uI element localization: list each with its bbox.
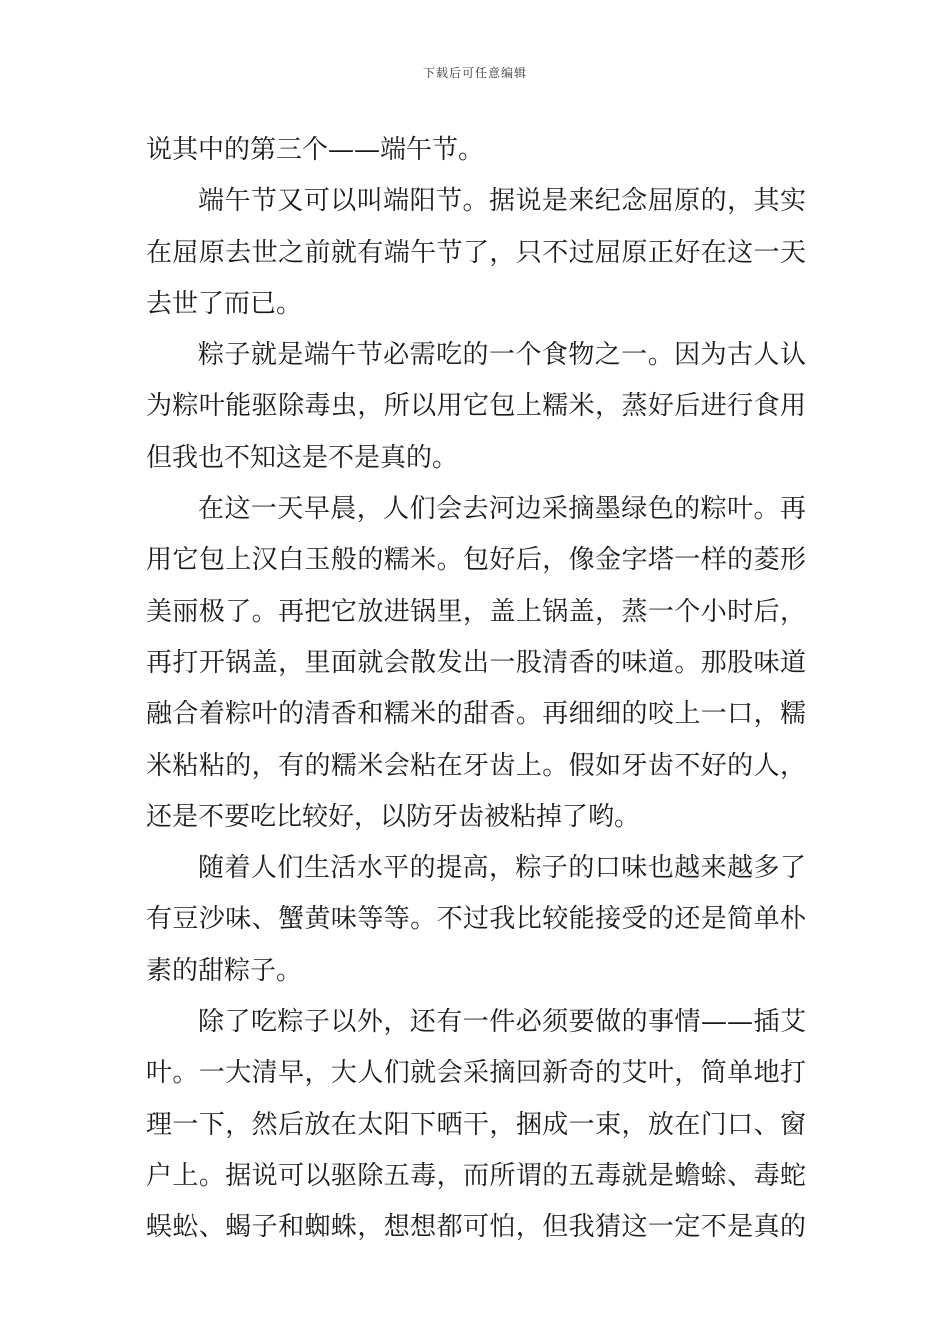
text-line: 但我也不知这是不是真的。 [146, 442, 459, 473]
page-header: 下载后可任意编辑 [422, 66, 527, 80]
text-line: 素的甜粽子。 [146, 955, 303, 986]
text-line: 米粘粘的，有的糯米会粘在牙齿上。假如牙齿不好的人， [146, 750, 806, 781]
text-line: 为粽叶能驱除毒虫，所以用它包上糯米，蒸好后进行食用 [146, 391, 806, 422]
text-line: 蜈蚣、蝎子和蜘蛛，想想都可怕，但我猜这一定不是真的 [146, 1212, 806, 1243]
body-text [146, 125, 806, 1254]
text-line: 在这一天早晨，人们会去河边采摘墨绿色的粽叶。再 [198, 494, 806, 525]
text-line: 端午节又可以叫端阳节。据说是来纪念屈原的，其实 [198, 186, 806, 217]
text-line: 融合着粽叶的清香和糯米的甜香。再细细的咬上一口，糯 [146, 699, 806, 730]
text-line: 还是不要吃比较好，以防牙齿被粘掉了哟。 [146, 801, 641, 832]
text-line: 粽子就是端午节必需吃的一个食物之一。因为古人认 [198, 340, 806, 371]
text-line: 用它包上汉白玉般的糯米。包好后，像金字塔一样的菱形 [146, 545, 806, 576]
text-line: 美丽极了。再把它放进锅里，盖上锅盖，蒸一个小时后， [146, 596, 806, 627]
text-line: 随着人们生活水平的提高，粽子的口味也越来越多了 [198, 853, 806, 884]
text-line: 再打开锅盖，里面就会散发出一股清香的味道。那股味道 [146, 647, 806, 678]
text-line: 理一下，然后放在太阳下晒干，捆成一束，放在门口、窗 [146, 1109, 806, 1140]
text-line: 叶。一大清早，大人们就会采摘回新奇的艾叶，简单地打 [146, 1058, 806, 1089]
text-line: 说其中的第三个——端午节。 [146, 135, 485, 165]
text-line: 户上。据说可以驱除五毒，而所谓的五毒就是蟾蜍、毒蛇 [146, 1160, 806, 1191]
text-line: 去世了而已。 [146, 288, 303, 319]
text-line: 有豆沙味、蟹黄味等等。不过我比较能接受的还是简单朴 [146, 904, 806, 935]
text-line: 在屈原去世之前就有端午节了，只不过屈原正好在这一天 [146, 237, 806, 268]
text-line: 除了吃粽子以外，还有一件必须要做的事情——插艾 [198, 1007, 806, 1038]
